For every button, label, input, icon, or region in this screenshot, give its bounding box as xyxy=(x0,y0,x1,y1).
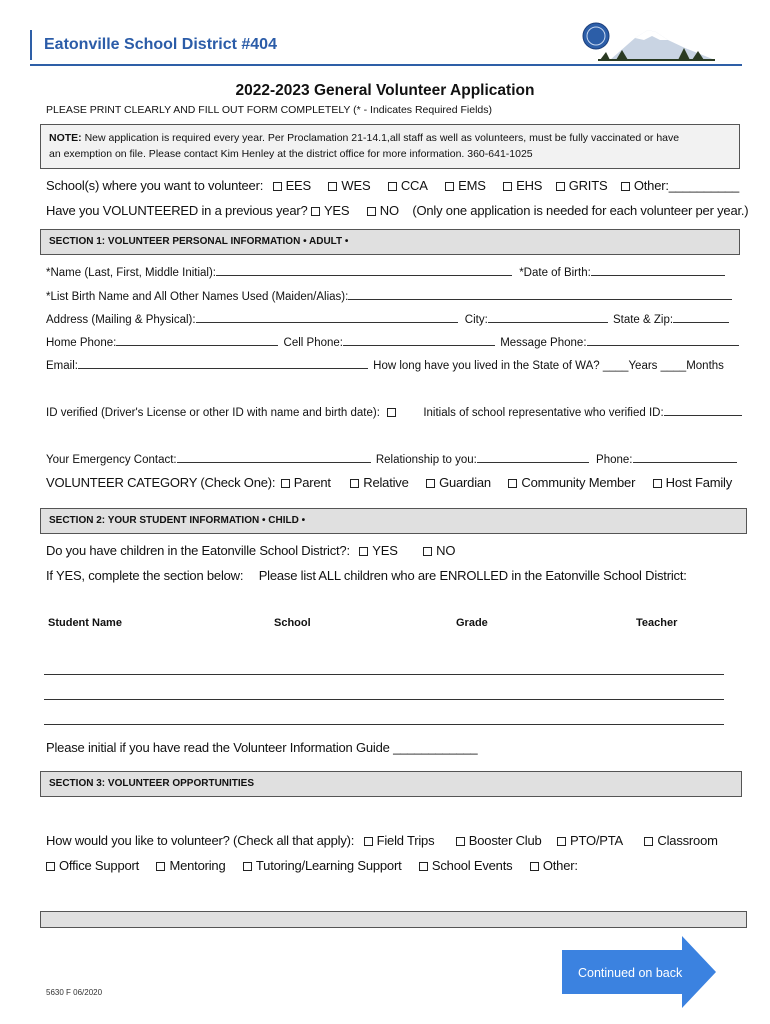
relationship-field[interactable] xyxy=(477,452,589,463)
booster-club-label: Booster Club xyxy=(468,833,542,848)
opportunities-row-1 xyxy=(46,833,718,848)
grits-checkbox[interactable] xyxy=(556,182,565,191)
dob-field[interactable] xyxy=(591,265,725,276)
parent-label: Parent xyxy=(293,475,331,490)
if-yes-row xyxy=(46,568,687,583)
emergency-phone-label: Phone: xyxy=(596,454,633,466)
form-number: 5630 F 06/2020 xyxy=(46,988,103,997)
birth-names-field[interactable] xyxy=(348,289,732,300)
section-1-header xyxy=(40,229,740,255)
guardian-label: Guardian xyxy=(439,475,491,490)
id-row xyxy=(46,405,742,419)
student-row-line[interactable] xyxy=(44,674,724,675)
pto-pta-checkbox[interactable] xyxy=(557,837,566,846)
other-school-blank[interactable]: __________ xyxy=(668,178,740,193)
host-family-checkbox[interactable] xyxy=(653,479,662,488)
email-field[interactable] xyxy=(78,358,368,369)
emergency-label: Your Emergency Contact: xyxy=(46,454,177,466)
classroom-checkbox[interactable] xyxy=(644,837,653,846)
section-3-footer-bar xyxy=(40,911,747,928)
schools-prompt: School(s) where you want to volunteer: xyxy=(46,178,264,193)
children-no-checkbox[interactable] xyxy=(423,547,432,556)
guardian-checkbox[interactable] xyxy=(426,479,435,488)
city-field[interactable] xyxy=(488,312,608,323)
ems-checkbox[interactable] xyxy=(445,182,454,191)
previous-row xyxy=(46,203,748,218)
children-question: Do you have children in the Eatonville School District?: xyxy=(46,543,350,558)
ehs-checkbox[interactable] xyxy=(503,182,512,191)
state-zip-field[interactable] xyxy=(673,312,729,323)
ees-checkbox[interactable] xyxy=(273,182,282,191)
column-grade: Grade xyxy=(456,617,488,629)
category-prompt: VOLUNTEER CATEGORY (Check One): xyxy=(46,475,276,490)
city-label: City: xyxy=(464,314,488,326)
mountain-logo xyxy=(580,18,715,64)
field-trips-label: Field Trips xyxy=(376,833,435,848)
message-phone-field[interactable] xyxy=(587,335,739,346)
student-row-line[interactable] xyxy=(44,699,724,700)
emergency-field[interactable] xyxy=(177,452,371,463)
list-all-text: Please list ALL children who are ENROLLED in the Eatonville School District: xyxy=(258,568,687,583)
parent-checkbox[interactable] xyxy=(281,479,290,488)
form-title: 2022-2023 General Volunteer Application xyxy=(235,82,535,99)
previous-no-checkbox[interactable] xyxy=(367,207,376,216)
note-label: NOTE: xyxy=(49,132,82,144)
header-accent-bar xyxy=(30,30,32,60)
form-subtitle: PLEASE PRINT CLEARLY AND FILL OUT FORM COMPLETELY (* - Indicates Required Fields) xyxy=(46,104,493,116)
wes-label: WES xyxy=(341,178,371,193)
children-yes-label: YES xyxy=(372,543,398,558)
section-2-title: SECTION 2: YOUR STUDENT INFORMATION • CHILD • xyxy=(49,515,306,526)
note-line-1: New application is required every year. Per Proclamation 21-14.1,all staff as well as volunteers, must be fully vaccinated or have xyxy=(81,132,680,144)
message-phone-label: Message Phone: xyxy=(500,337,587,349)
district-name: Eatonville School District #404 xyxy=(44,36,277,53)
section-3-header xyxy=(40,771,742,797)
previous-prompt: Have you VOLUNTEERED in a previous year? xyxy=(46,203,308,218)
other-opportunity-label: Other: xyxy=(542,858,578,873)
column-student-name: Student Name xyxy=(48,617,122,629)
previous-no-label: NO xyxy=(379,203,399,218)
relative-checkbox[interactable] xyxy=(350,479,359,488)
email-label: Email: xyxy=(46,360,78,372)
cca-label: CCA xyxy=(400,178,428,193)
dob-label: *Date of Birth: xyxy=(519,267,591,279)
children-row xyxy=(46,543,455,558)
name-label: *Name (Last, First, Middle Initial): xyxy=(46,267,216,279)
initial-guide-text[interactable]: Please initial if you have read the Volunteer Information Guide ____________ xyxy=(46,740,478,755)
children-no-label: NO xyxy=(436,543,456,558)
wes-checkbox[interactable] xyxy=(328,182,337,191)
host-family-label: Host Family xyxy=(665,475,733,490)
other-school-label: Other: xyxy=(633,178,669,193)
id-verified-label: ID verified (Driver's License or other ID with name and birth date): xyxy=(46,407,380,419)
birth-names-row xyxy=(46,289,732,303)
birth-names-label: *List Birth Name and All Other Names Used (Maiden/Alias): xyxy=(46,291,349,303)
opportunities-row-2 xyxy=(46,858,578,873)
previous-yes-label: YES xyxy=(323,203,350,218)
section-1-title: SECTION 1: VOLUNTEER PERSONAL INFORMATION • ADULT • xyxy=(49,236,349,247)
column-teacher: Teacher xyxy=(636,617,678,629)
name-row xyxy=(46,265,725,279)
address-label: Address (Mailing & Physical): xyxy=(46,314,196,326)
initials-label: Initials of school representative who verified ID: xyxy=(423,407,664,419)
cell-phone-label: Cell Phone: xyxy=(283,337,343,349)
wa-question[interactable]: How long have you lived in the State of WA? ____Years ____Months xyxy=(373,360,724,372)
school-events-checkbox[interactable] xyxy=(419,862,428,871)
header-rule xyxy=(30,64,742,66)
address-row xyxy=(46,312,729,326)
relative-label: Relative xyxy=(363,475,409,490)
home-phone-label: Home Phone: xyxy=(46,337,117,349)
field-trips-checkbox[interactable] xyxy=(364,837,373,846)
booster-club-checkbox[interactable] xyxy=(456,837,465,846)
relationship-label: Relationship to you: xyxy=(375,454,477,466)
mentoring-checkbox[interactable] xyxy=(156,862,165,871)
previous-yes-checkbox[interactable] xyxy=(311,207,320,216)
ems-label: EMS xyxy=(458,178,486,193)
note-box xyxy=(40,124,740,169)
ees-label: EES xyxy=(285,178,311,193)
email-row xyxy=(46,358,724,372)
cell-phone-field[interactable] xyxy=(343,335,495,346)
tutoring-checkbox[interactable] xyxy=(243,862,252,871)
opportunities-prompt: How would you like to volunteer? (Check all that apply): xyxy=(46,833,355,848)
note-line-2: an exemption on file. Please contact Kim Henley at the district office for more information. 360-641-1025 xyxy=(49,148,533,160)
column-school: School xyxy=(274,617,311,629)
school-events-label: School Events xyxy=(431,858,513,873)
emergency-phone-field[interactable] xyxy=(633,452,737,463)
state-zip-label: State & Zip: xyxy=(612,314,674,326)
initials-field[interactable] xyxy=(664,405,742,416)
grits-label: GRITS xyxy=(568,178,608,193)
address-field[interactable] xyxy=(196,312,458,323)
section-2-header xyxy=(40,508,747,534)
pto-pta-label: PTO/PTA xyxy=(569,833,623,848)
section-3-title: SECTION 3: VOLUNTEER OPPORTUNITIES xyxy=(49,778,255,789)
classroom-label: Classroom xyxy=(657,833,718,848)
other-school-checkbox[interactable] xyxy=(621,182,630,191)
office-support-checkbox[interactable] xyxy=(46,862,55,871)
ehs-label: EHS xyxy=(516,178,543,193)
cca-checkbox[interactable] xyxy=(388,182,397,191)
category-row xyxy=(46,475,732,490)
phones-row xyxy=(46,335,739,349)
continued-label[interactable]: Continued on back xyxy=(578,966,683,980)
community-member-checkbox[interactable] xyxy=(508,479,517,488)
schools-row xyxy=(46,178,739,193)
tutoring-label: Tutoring/Learning Support xyxy=(255,858,402,873)
name-field[interactable] xyxy=(216,265,512,276)
office-support-label: Office Support xyxy=(59,858,140,873)
emergency-row xyxy=(46,452,737,466)
if-yes-text: If YES, complete the section below: xyxy=(46,568,244,583)
children-yes-checkbox[interactable] xyxy=(359,547,368,556)
id-verified-checkbox[interactable] xyxy=(387,408,396,417)
community-member-label: Community Member xyxy=(521,475,636,490)
other-opportunity-checkbox[interactable] xyxy=(530,862,539,871)
student-row-line[interactable] xyxy=(44,724,724,725)
previous-note: (Only one application is needed for each volunteer per year.) xyxy=(412,203,749,218)
mentoring-label: Mentoring xyxy=(169,858,226,873)
home-phone-field[interactable] xyxy=(116,335,278,346)
